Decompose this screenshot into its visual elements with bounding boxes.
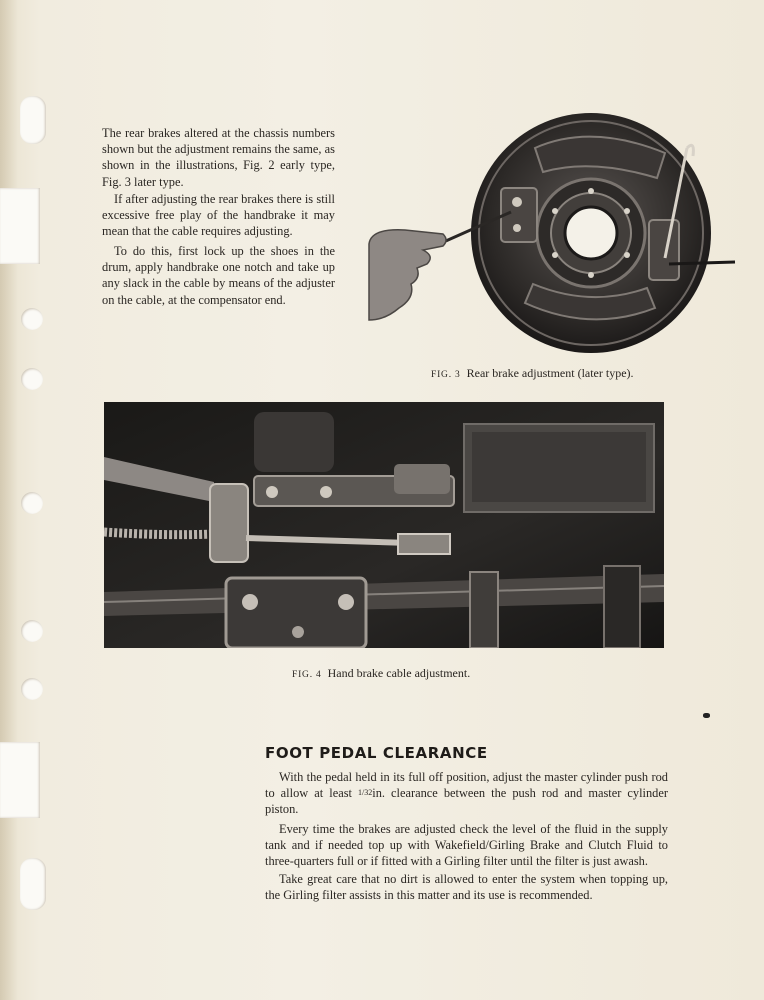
paragraph-pedal-pushrod <box>265 769 668 817</box>
punch-hole <box>21 308 43 330</box>
hand-icon <box>369 230 446 320</box>
figure-3-caption-text: Rear brake adjustment (later type). <box>466 366 634 380</box>
figure-4-label: FIG. 4 <box>292 670 322 680</box>
pushrod-text-end: in. clearance between the push rod and master cylinder piston. <box>265 786 668 816</box>
punch-hole <box>21 678 43 700</box>
paragraph-dirt-warning: Take great care that no dirt is allowed to enter the system when topping up, the Girling filter assists in this matter and its use is recommended. <box>265 872 668 902</box>
cable <box>669 262 735 264</box>
ink-speck <box>703 713 710 718</box>
figure-4-caption <box>292 666 470 681</box>
page-edge-shading <box>0 0 18 1000</box>
binder-tab-cutout <box>0 188 40 264</box>
figure-4-caption-text: Hand brake cable adjustment. <box>327 666 471 680</box>
binder-tab-cutout <box>0 742 40 818</box>
paragraph-cable-adjust: To do this, first lock up the shoes in the drum, apply handbrake one notch and take up any slack in the cable by means of the adjuster on the cable, at the compensator end. <box>102 244 335 307</box>
fraction-value: 1/32 <box>358 788 373 797</box>
paragraph-free-play: If after adjusting the rear brakes there is still excessive free play of the handbrake it may mean that the cable requires adjusting. <box>102 192 335 239</box>
punch-hole <box>21 492 43 514</box>
adjuster-nut <box>398 534 450 554</box>
wheel-cylinder <box>649 220 679 280</box>
paragraph-fluid-level: Every time the brakes are adjusted check the level of the fluid in the supply tank and if needed top up with Wakefield/Girling Brake and Clutch Fluid to three-quarters full or if fitted with a Girling filter until the filter is just awash. <box>265 822 668 868</box>
figure-3-label: FIG. 3 <box>431 370 461 380</box>
section-heading-foot-pedal-clearance: FOOT PEDAL CLEARANCE <box>265 744 488 762</box>
compensator <box>210 484 248 562</box>
punch-hole <box>21 620 43 642</box>
binder-slot <box>20 858 46 910</box>
figure-3-caption <box>431 366 634 381</box>
punch-hole <box>21 368 43 390</box>
binder-slot <box>20 96 46 144</box>
hub-hole <box>565 207 617 259</box>
figure-4-cable-adjuster-photo <box>104 402 664 648</box>
paragraph-rear-brakes: The rear brakes altered at the chassis numbers shown but the adjustment remains the same, as shown in the illustrations, Fig. 2 early type, Fig. 3 later type. <box>102 126 335 189</box>
pushrod-text-start: With the pedal held in its full off position, adjust the master cylinder push rod to allow at least <box>265 770 668 800</box>
figure-3-brake-backplate-illustration <box>365 108 737 360</box>
